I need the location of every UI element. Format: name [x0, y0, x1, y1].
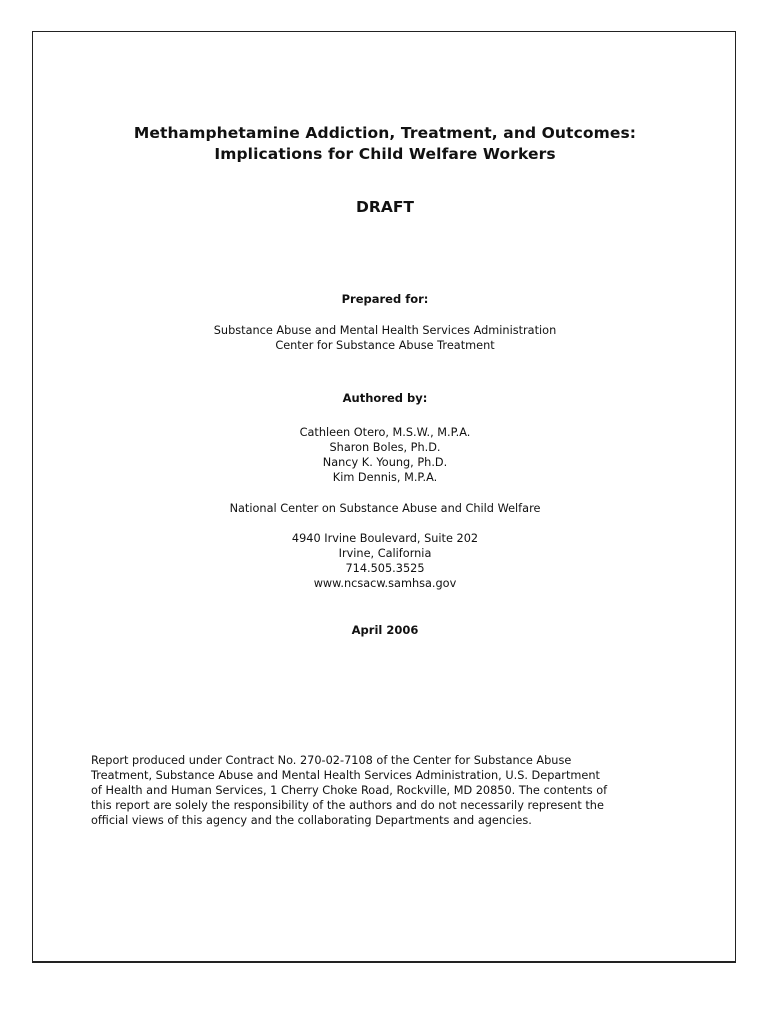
address-line: Irvine, California [338, 547, 432, 560]
author-list [33, 425, 737, 485]
document-title [33, 123, 737, 165]
contract-footnote [91, 753, 691, 828]
footnote-line: this report are solely the responsibility of the authors and do not necessarily represent the [91, 799, 604, 812]
authored-by-heading: Authored by: [342, 391, 428, 405]
prepared-for-line: Substance Abuse and Mental Health Services Administration [213, 324, 557, 337]
footnote-line: Report produced under Contract No. 270-02-7108 of the Center for Substance Abuse [91, 754, 572, 767]
document-page [32, 31, 736, 963]
footnote-line: Treatment, Substance Abuse and Mental Health Services Administration, U.S. Department [91, 769, 600, 782]
address-line: 4940 Irvine Boulevard, Suite 202 [291, 532, 479, 545]
author-name: Nancy K. Young, Ph.D. [322, 456, 448, 469]
footnote-line: of Health and Human Services, 1 Cherry Choke Road, Rockville, MD 20850. The contents of [91, 784, 608, 797]
title-line: Implications for Child Welfare Workers [214, 145, 556, 163]
author-name: Kim Dennis, M.P.A. [332, 471, 438, 484]
website-url: www.ncsacw.samhsa.gov [313, 577, 457, 590]
footnote-line: official views of this agency and the collaborating Departments and agencies. [91, 814, 532, 827]
publication-date: April 2006 [351, 623, 419, 637]
address-block [33, 531, 737, 591]
author-name: Cathleen Otero, M.S.W., M.P.A. [299, 426, 471, 439]
title-line: Methamphetamine Addiction, Treatment, and Outcomes: [133, 124, 637, 142]
prepared-for-lines [33, 323, 737, 353]
organization-name: National Center on Substance Abuse and Child Welfare [229, 502, 541, 515]
prepared-for-heading: Prepared for: [341, 292, 429, 306]
draft-label: DRAFT [356, 198, 414, 216]
prepared-for-line: Center for Substance Abuse Treatment [275, 339, 495, 352]
author-name: Sharon Boles, Ph.D. [329, 441, 441, 454]
phone-number: 714.505.3525 [345, 562, 425, 575]
